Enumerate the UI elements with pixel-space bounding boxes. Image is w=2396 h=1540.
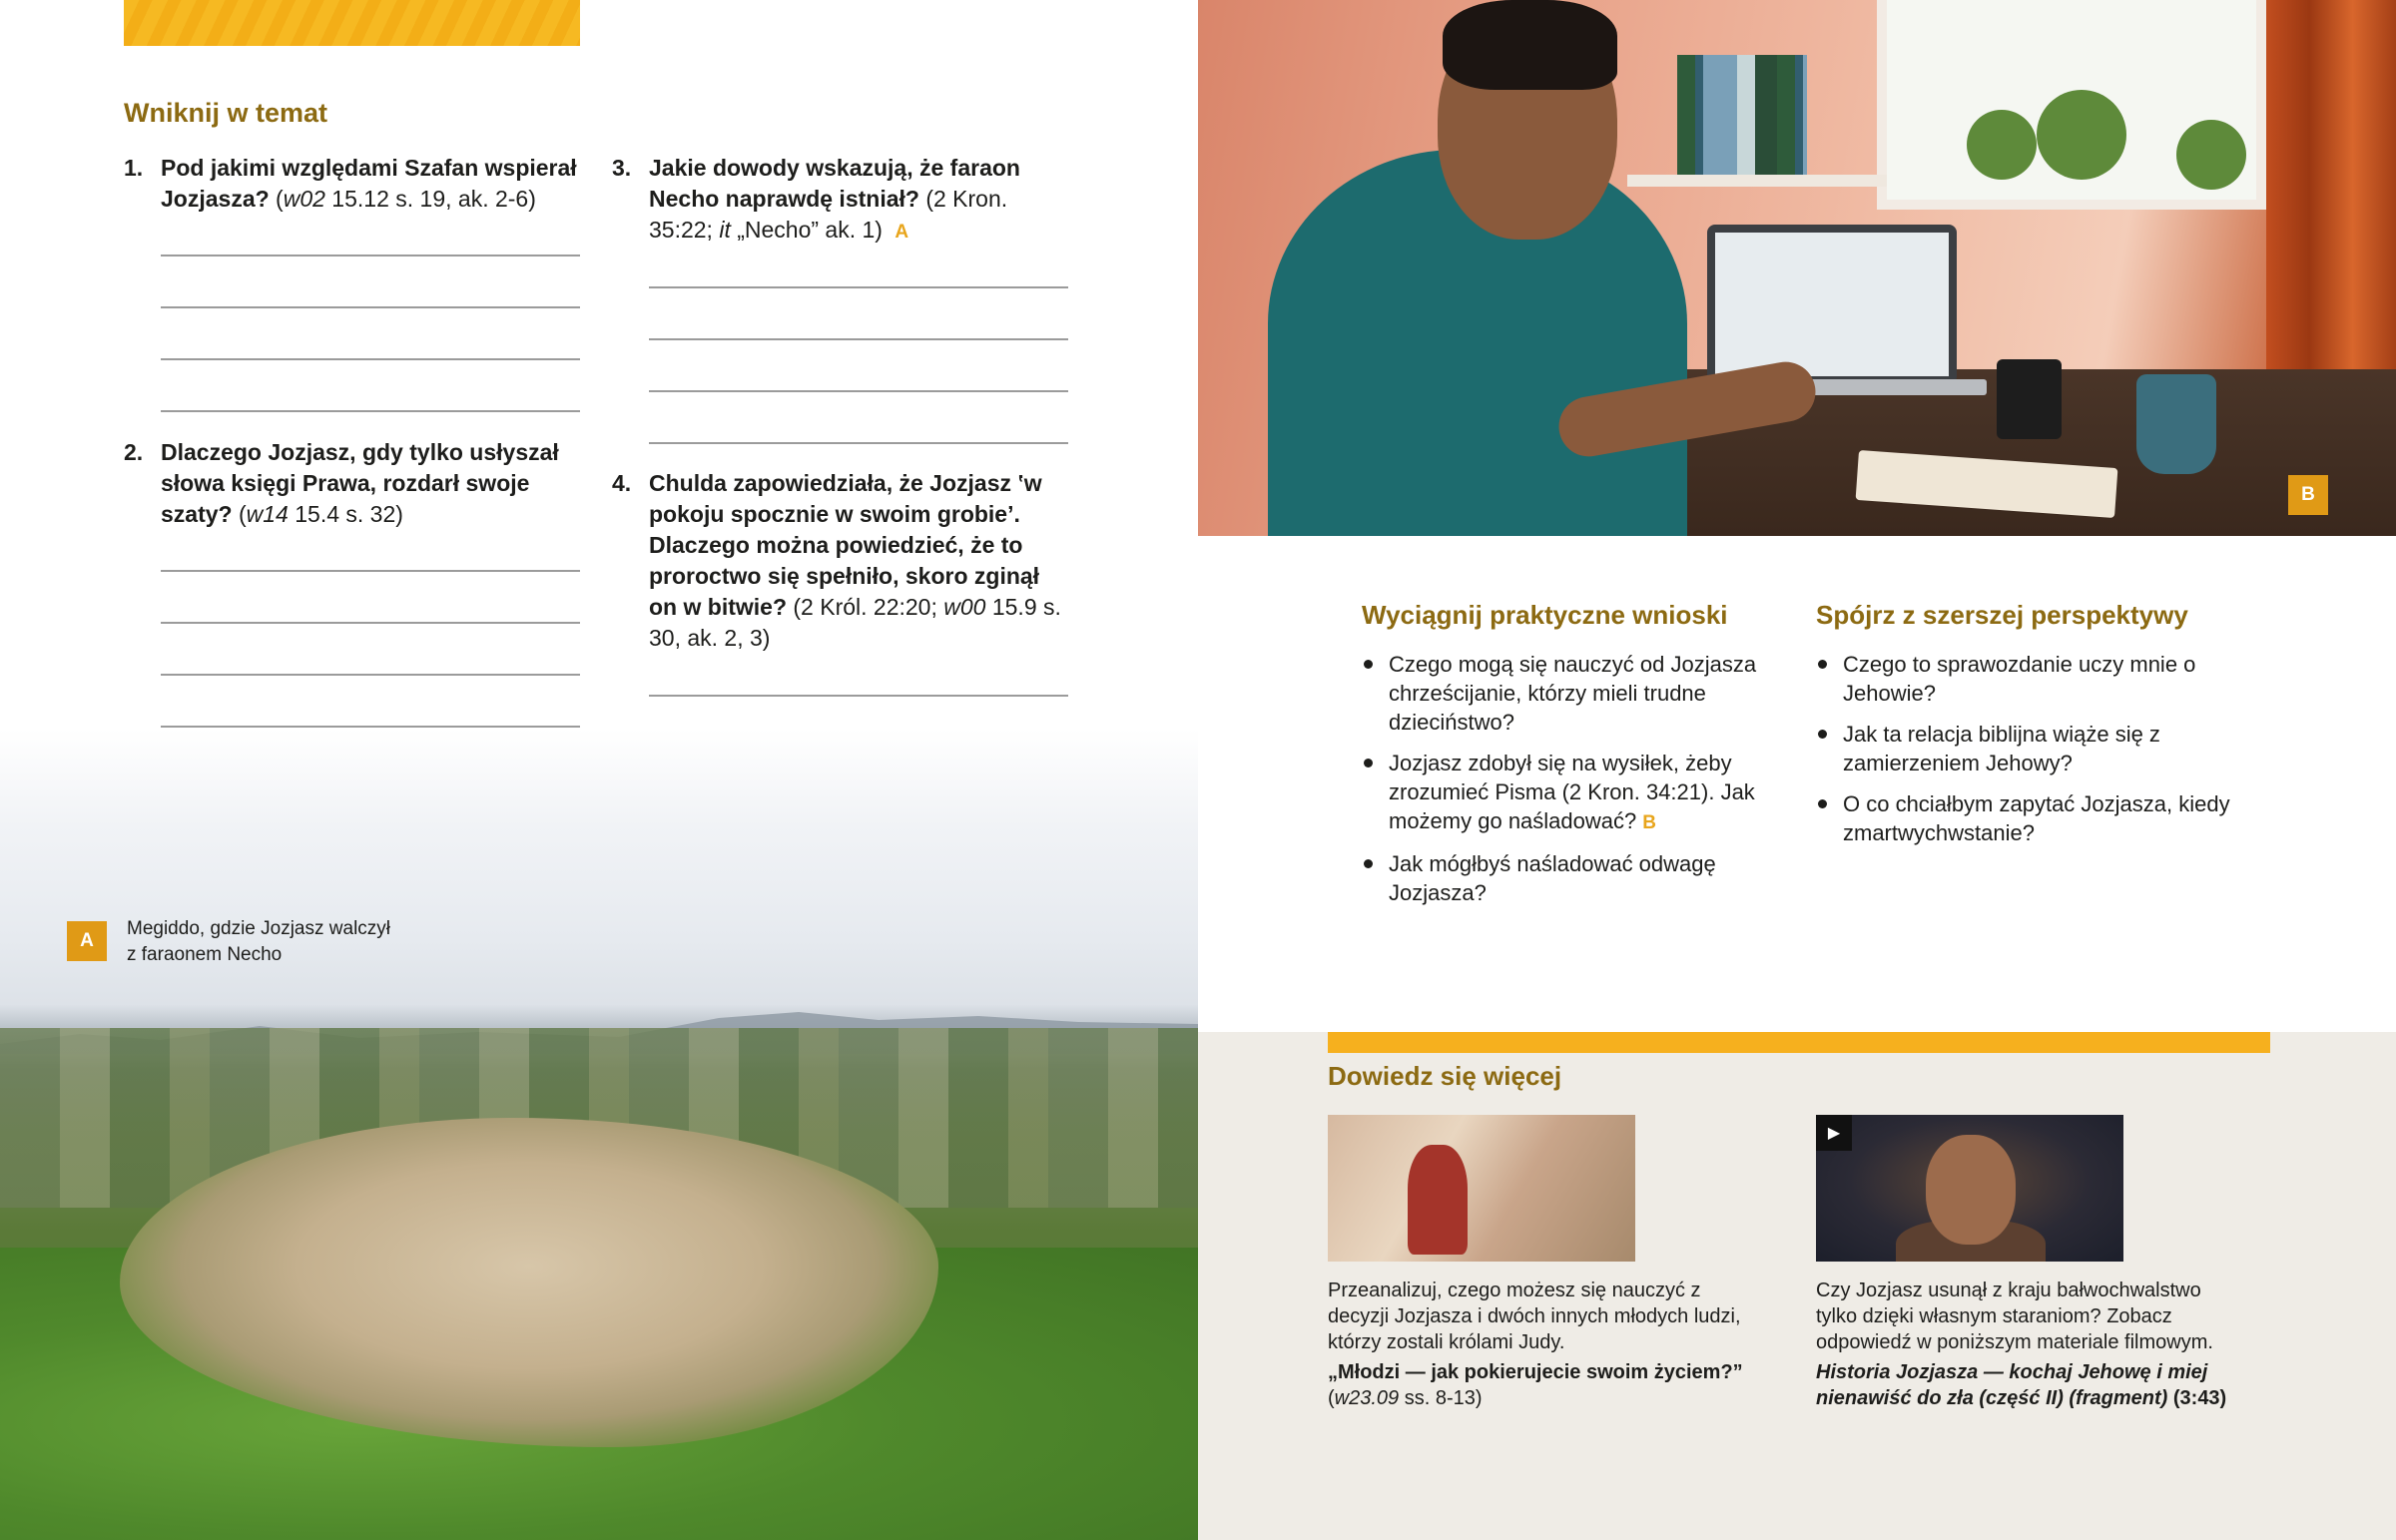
question-reference[interactable]: (2 Kron. 35:22; it „Necho” ak. 1) — [649, 186, 1008, 243]
plant-icon — [2176, 120, 2246, 190]
question-text: Dlaczego Jozjasz, gdy tylko usłyszał słowa księgi Prawa, rozdarł swoje szaty? — [161, 439, 559, 527]
question-text: Jakie dowody wskazują, że faraon Necho naprawdę istniał? — [649, 155, 1020, 212]
practical-list — [1362, 650, 1781, 919]
learn-more-accent-bar — [1328, 1032, 2270, 1053]
answer-line[interactable] — [649, 390, 1068, 392]
photo-b-tag-reference[interactable]: B — [1642, 812, 1656, 833]
question-number: 2. — [124, 439, 144, 465]
section-title-learn-more: Dowiedz się więcej — [1328, 1061, 1562, 1091]
shelf — [1627, 175, 1887, 187]
question-number: 1. — [124, 155, 144, 181]
question-text: Pod jakimi względami Szafan wspierał Jozjasza? — [161, 155, 577, 212]
person-hair — [1443, 0, 1617, 90]
laptop — [1707, 225, 1957, 384]
list-item: Czego to sprawozdanie uczy mnie o Jehowie? — [1816, 650, 2235, 708]
section-title-practical: Wyciągnij praktyczne wnioski — [1362, 600, 1728, 630]
video-duration: (3:43) — [2167, 1387, 2227, 1409]
question-reference[interactable]: (2 Król. 22:20; w00 15.9 s. 30, ak. 2, 3) — [649, 594, 1061, 651]
video-link[interactable]: Historia Jozjasza — kochaj Jehowę i miej nienawiść do zła (część II) (fragment) — [1816, 1361, 2208, 1409]
list-item: Jozjasz zdobył się na wysiłek, żeby zrozumieć Pisma (2 Kron. 34:21). Jak możemy go naśladować? B — [1362, 749, 1781, 837]
answer-line[interactable] — [649, 442, 1068, 444]
play-icon[interactable]: ▶ — [1816, 1115, 1852, 1151]
list-item: O co chciałbym zapytać Jozjasza, kiedy zmartwychwstanie? — [1816, 789, 2235, 847]
question-reference[interactable]: (w02 15.12 s. 19, ak. 2-6) — [276, 186, 536, 212]
warrior-figure — [1408, 1145, 1468, 1255]
answer-line[interactable] — [161, 255, 580, 257]
answer-line[interactable] — [161, 358, 580, 360]
list-item: Jak ta relacja biblijna wiąże się z zamierzeniem Jehowy? — [1816, 720, 2235, 777]
bookshelf-books — [1677, 55, 1807, 175]
video-thumbnail[interactable] — [1816, 1115, 2123, 1262]
question-number: 3. — [612, 155, 632, 181]
section-title-wniknij: Wniknij w temat — [124, 98, 328, 128]
plant-icon — [2037, 90, 2126, 180]
decorative-header-band — [124, 0, 580, 46]
list-item: Jak mógłbyś naśladować odwagę Jozjasza? — [1362, 849, 1781, 907]
answer-line[interactable] — [161, 306, 580, 308]
answer-line[interactable] — [161, 570, 580, 572]
question-number: 4. — [612, 470, 632, 496]
answer-line[interactable] — [161, 726, 580, 728]
photo-a-tag: A — [67, 921, 107, 961]
photo-b-tag: B — [2288, 475, 2328, 515]
photo-a-tag-reference[interactable]: A — [895, 222, 909, 243]
question-2 — [124, 437, 583, 530]
answer-line[interactable] — [161, 622, 580, 624]
article-reference: (w23.09 ss. 8-13) — [1328, 1387, 1483, 1409]
answer-line[interactable] — [161, 410, 580, 412]
answer-line[interactable] — [649, 695, 1068, 697]
answer-line[interactable] — [649, 286, 1068, 288]
answer-line[interactable] — [649, 338, 1068, 340]
video-description: Czy Jozjasz usunął z kraju bałwochwalstwo tylko dzięki własnym staraniom? Zobacz odpowiedź w poniższym materiale filmowym. Historia Jozjasza — kochaj Jehowę i miej nienawiść do zła (część II) (fragment) (3:43) — [1816, 1280, 2227, 1409]
face — [1926, 1135, 2016, 1245]
article-thumbnail[interactable] — [1328, 1115, 1635, 1262]
section-title-perspective: Spójrz z szerszej perspektywy — [1816, 600, 2188, 630]
question-1 — [124, 153, 583, 215]
article-description: Przeanalizuj, czego możesz się nauczyć z decyzji Jozjasza i dwóch innych młodych ludzi, którzy zostali królami Judy. „Młodzi — jak pokierujecie swoim życiem?” (w23.09 ss. 8-13) — [1328, 1280, 1743, 1409]
question-3 — [612, 153, 1071, 248]
photo-megiddo — [0, 729, 1198, 1540]
photo-a-caption: Megiddo, gdzie Jozjasz walczył z faraonem Necho — [127, 918, 391, 965]
mug — [2136, 374, 2216, 474]
question-4 — [612, 468, 1071, 654]
question-reference[interactable]: (w14 15.4 s. 32) — [238, 501, 403, 527]
article-link[interactable]: „Młodzi — jak pokierujecie swoim życiem?” — [1328, 1361, 1743, 1383]
list-item: Czego mogą się nauczyć od Jozjasza chrześcijanie, którzy mieli trudne dzieciństwo? — [1362, 650, 1781, 737]
plant-icon — [1967, 110, 2037, 180]
answer-line[interactable] — [161, 674, 580, 676]
perspective-list — [1816, 650, 2235, 859]
pencil-holder — [1997, 359, 2062, 439]
question-text: Chulda zapowiedziała, że Jozjasz ‛w pokoju spocznie w swoim grobie’. Dlaczego można powiedzieć, że to proroctwo się spełniło, skoro zginął on w bitwie? — [649, 470, 1042, 620]
